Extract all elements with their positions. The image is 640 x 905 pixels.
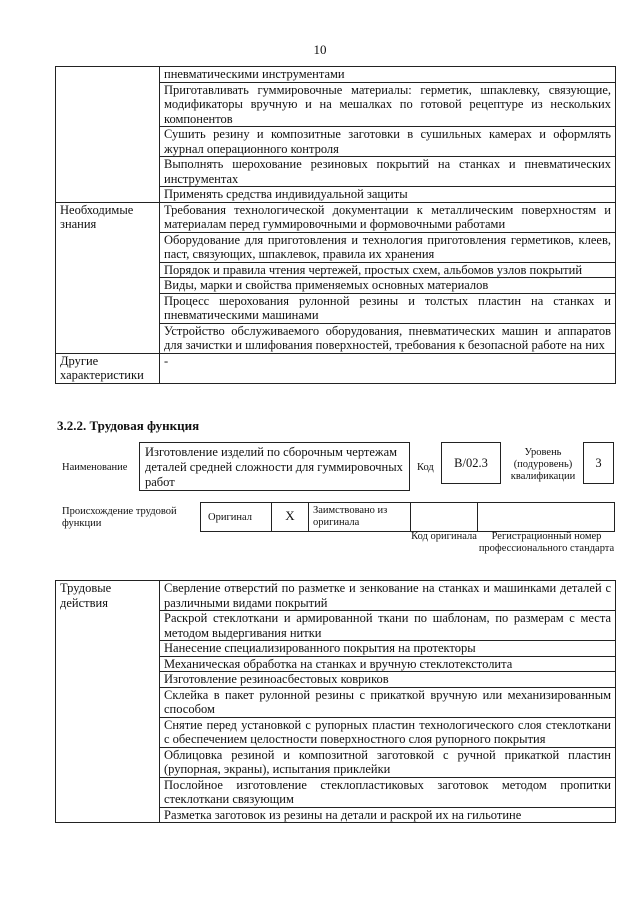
skills-knowledge-table — [55, 66, 616, 384]
table-cell: Сушить резину и композитные заготовки в сушильных камерах и оформлять журнал операционного контроля — [160, 127, 616, 157]
table-cell: Виды, марки и свойства применяемых основных материалов — [160, 278, 616, 294]
table-cell: Разметка заготовок из резины на детали и раскрой их на гильотине — [160, 807, 616, 823]
section-title: 3.2.2. Трудовая функция — [57, 418, 200, 433]
table-row — [56, 353, 616, 383]
level-value: 3 — [583, 442, 614, 484]
code-label: Код — [417, 462, 434, 473]
page-number: 10 — [313, 42, 327, 57]
code-original-label: Код оригинала — [411, 531, 477, 542]
reg-number-label: Регистрационный номер профессионального стандарта — [478, 531, 615, 554]
row-label-knowledge: Необходимые знания — [56, 202, 160, 353]
table-cell: Применять средства индивидуальной защиты — [160, 187, 616, 203]
table-cell: Оборудование для приготовления и технология приготовления герметиков, клеев, паст, связующих, шпаклевок, правила их хранения — [160, 232, 616, 262]
function-code-value: В/02.3 — [441, 442, 501, 484]
table-cell: - — [160, 353, 616, 383]
borrowed-label: Заимствовано из оригинала — [313, 505, 388, 528]
table-cell: Облицовка резиной и композитной заготовкой с ручной прикаткой пластин (рупорная, экраны), испытания приклейки — [160, 747, 616, 777]
table-cell: Сверление отверстий по разметке и зенкование на станках и машинками деталей с различными видами покрытий — [160, 581, 616, 611]
name-label: Наименование — [62, 462, 128, 473]
row-label-other: Другие характеристики — [56, 353, 160, 383]
table-cell: Склейка в пакет рулонной резины с прикаткой вручную или механизированным способом — [160, 687, 616, 717]
original-label: Оригинал — [208, 512, 252, 523]
code-original-cell — [410, 502, 478, 532]
table-cell: Механическая обработка на станках и вручную стеклотекстолита — [160, 656, 616, 672]
row-label — [56, 67, 160, 203]
original-mark: X — [285, 508, 295, 523]
function-name-value: Изготовление изделий по сборочным чертежам деталей средней сложности для гуммировочных работ — [139, 442, 410, 491]
table-cell: Приготавливать гуммировочные материалы: герметик, шпаклевку, связующие, модификаторы вручную и на мешалках по готовой рецептуре из нескольких компонентов — [160, 82, 616, 127]
origin-label: Происхождение трудовой функции — [62, 506, 177, 529]
table-row — [56, 67, 616, 83]
table-cell: пневматическими инструментами — [160, 67, 616, 83]
table-row — [56, 202, 616, 232]
table-cell: Требования технологической документации к металлическим поверхностям и материалам перед гуммировочными и формовочными работами — [160, 202, 616, 232]
table-cell: Выполнять шерохование резиновых покрытий на станках и пневматических инструментах — [160, 157, 616, 187]
table-row — [56, 581, 616, 611]
labor-actions-table — [55, 580, 616, 823]
table-cell: Устройство обслуживаемого оборудования, пневматических машин и аппаратов для зачистки и шлифования поверхностей, требования к безопасной работе на них — [160, 323, 616, 353]
table-cell: Нанесение специализированного покрытия на протекторы — [160, 641, 616, 657]
table-cell: Процесс шерохования рулонной резины и толстых пластин на станках и пневматическими машинами — [160, 293, 616, 323]
table-cell: Раскрой стеклоткани и армированной ткани по шаблонам, по размерам с места методом выдергивания нитки — [160, 611, 616, 641]
row-label-actions: Трудовые действия — [56, 581, 160, 823]
table-cell: Изготовление резиноасбестовых ковриков — [160, 672, 616, 688]
table-cell: Послойное изготовление стеклопластиковых заготовок методом пропитки стеклоткани связующим — [160, 777, 616, 807]
table-cell: Порядок и правила чтения чертежей, простых схем, альбомов узлов покрытий — [160, 262, 616, 278]
level-label: Уровень (подуровень) квалификации — [510, 447, 576, 482]
table-cell: Снятие перед установкой с рупорных пластин технологического слоя стеклоткани с обеспечением целостности поверхностного слоя рупорного покрытия — [160, 717, 616, 747]
